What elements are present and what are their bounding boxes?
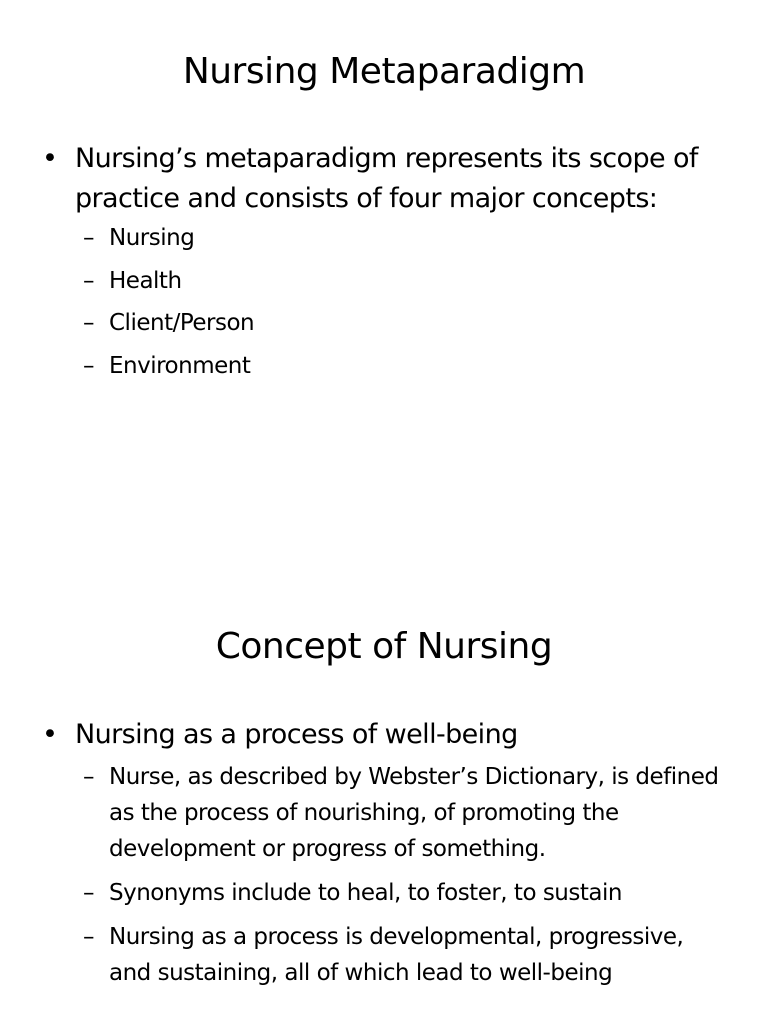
sub-item-text: Health [109,267,182,294]
bullet-list [0,139,768,393]
bullet-text: Nursing as a process of well-being [75,719,518,750]
sub-item-process-description [75,919,728,991]
slide-title: Concept of Nursing [215,626,553,667]
sub-item-nursing [75,223,728,253]
sub-item-text: Synonyms include to heal, to foster, to sustain [109,880,622,906]
sub-list [75,223,728,381]
dash-icon: – [83,352,94,379]
sub-item-environment [75,351,728,381]
sub-item-text: Environment [109,352,251,379]
sub-item-health [75,266,728,296]
sub-item-synonyms [75,875,728,911]
sub-item-webster-definition [75,759,728,867]
sub-item-text: Nurse, as described by Webster’s Dictionary, is defined as the process of nourishing, of promoting the development or progress of something. [109,764,719,862]
bullet-dot-icon: • [42,719,58,750]
sub-item-client-person [75,308,728,338]
slide-title: Nursing Metaparadigm [182,51,586,92]
bullet-item [0,139,768,381]
sub-item-text: Nursing [109,225,195,251]
sub-list [75,759,728,991]
sub-item-text: Client/Person [109,310,255,336]
bullet-dot-icon: • [42,143,58,174]
dash-icon: – [83,225,94,251]
dash-icon: – [83,764,94,790]
dash-icon: – [83,267,94,294]
bullet-text: Nursing’s metaparadigm represents its scope of practice and consists of four major concepts: [75,143,698,214]
slide-concept-of-nursing [0,512,768,1024]
dash-icon: – [83,924,94,950]
bullet-list [0,715,768,999]
dash-icon: – [83,880,94,906]
sub-item-text: Nursing as a process is developmental, progressive, and sustaining, all of which lead to well-being [109,924,684,986]
dash-icon: – [83,310,94,336]
bullet-item [0,715,768,991]
